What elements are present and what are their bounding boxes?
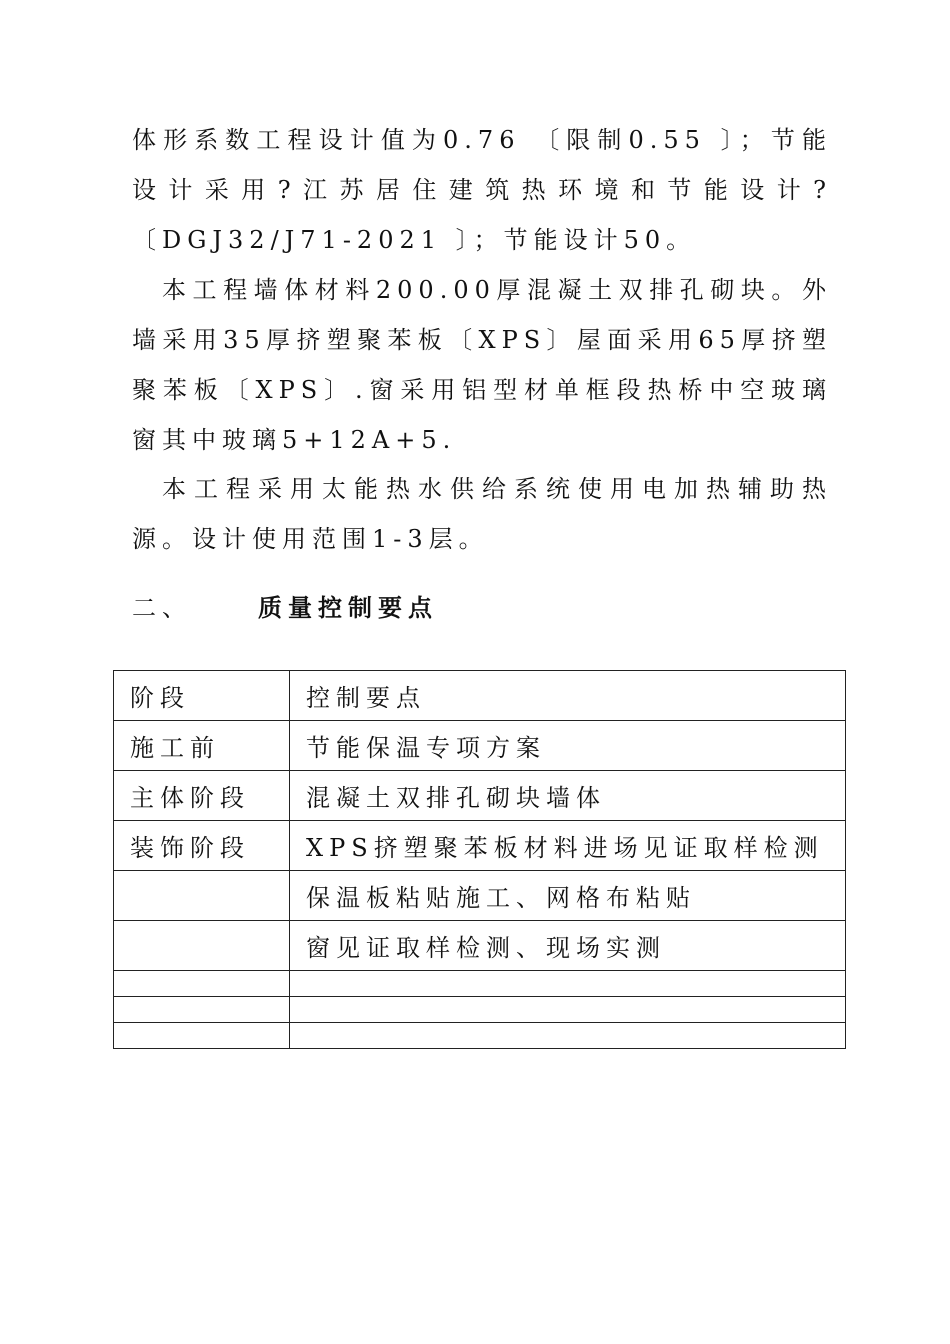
table-row xyxy=(114,721,846,771)
paragraph-wall-materials: 本工程墙体材料200.00厚混凝土双排孔砌块。外墙采用35厚挤塑聚苯板〔XPS〕屋面采用65厚挤塑聚苯板〔XPS〕.窗采用铝型材单框段热桥中空玻璃窗其中玻璃5+12A+5. xyxy=(132,276,832,454)
section-heading xyxy=(132,588,438,628)
paragraph-solar-water: 本工程采用太能热水供给系统使用电加热辅助热源。设计使用范围1-3层。 xyxy=(132,475,832,553)
table-header-row xyxy=(114,671,846,721)
table-row-empty xyxy=(114,997,846,1023)
quality-control-table xyxy=(113,670,846,1049)
stage-cell: 装饰阶段 xyxy=(114,821,290,871)
section-title: 质量控制要点 xyxy=(258,594,438,622)
control-point-cell: 节能保温专项方案 xyxy=(290,721,846,771)
stage-cell xyxy=(114,871,290,921)
control-point-cell: 混凝土双排孔砌块墙体 xyxy=(290,771,846,821)
stage-cell: 主体阶段 xyxy=(114,771,290,821)
table-row-empty xyxy=(114,1023,846,1049)
control-point-cell xyxy=(290,971,846,997)
stage-cell: 施工前 xyxy=(114,721,290,771)
control-point-cell xyxy=(290,1023,846,1049)
stage-cell xyxy=(114,997,290,1023)
section-number: 二、 xyxy=(132,594,192,622)
control-point-cell: XPS挤塑聚苯板材料进场见证取样检测 xyxy=(290,821,846,871)
table-row xyxy=(114,821,846,871)
paragraph-shape-coefficient: 体形系数工程设计值为0.76 〔限制0.55 〕；节能设计采用?江苏居住建筑热环境和节能设计?〔DGJ32/J71-2021 〕；节能设计50。 xyxy=(132,126,832,254)
table-row xyxy=(114,771,846,821)
table-row xyxy=(114,871,846,921)
table-row-empty xyxy=(114,971,846,997)
stage-cell xyxy=(114,1023,290,1049)
header-stage: 阶段 xyxy=(114,671,290,721)
header-control-points: 控制要点 xyxy=(290,671,846,721)
control-point-cell xyxy=(290,997,846,1023)
control-point-cell: 窗见证取样检测、现场实测 xyxy=(290,921,846,971)
stage-cell xyxy=(114,971,290,997)
control-point-cell: 保温板粘贴施工、网格布粘贴 xyxy=(290,871,846,921)
table-row xyxy=(114,921,846,971)
stage-cell xyxy=(114,921,290,971)
